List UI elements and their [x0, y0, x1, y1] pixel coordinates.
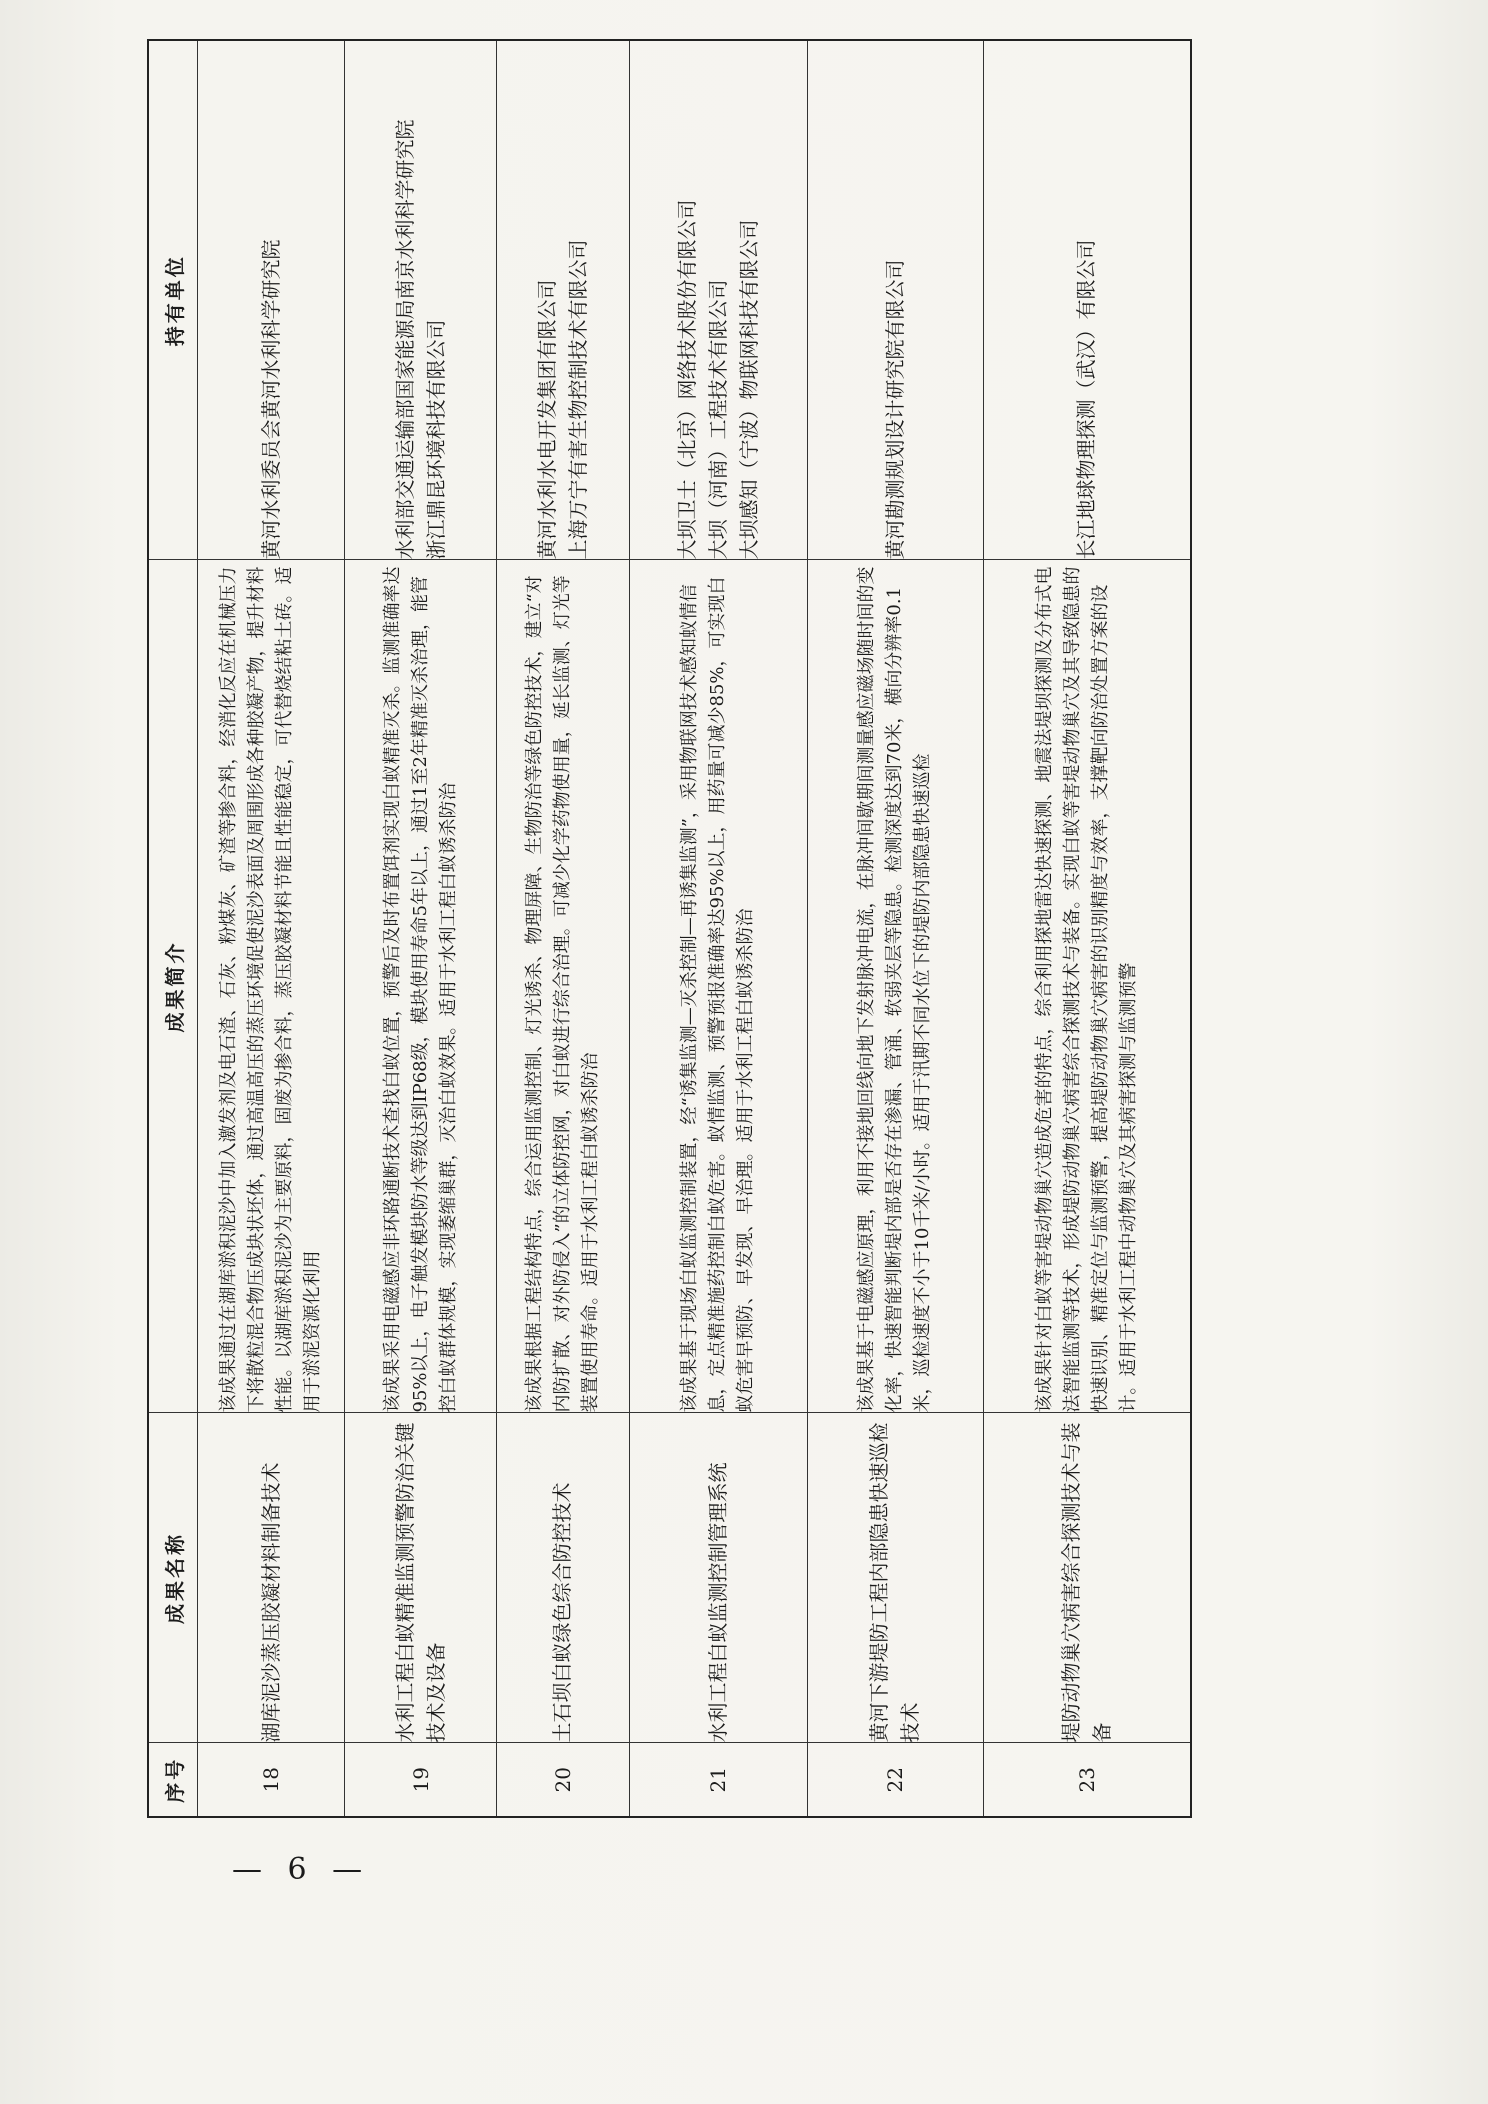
header-name: 成果名称 [148, 1413, 198, 1743]
result-description: 该成果通过在湖库淤积泥沙中加入激发剂及电石渣、石灰、粉煤灰、矿渣等掺合料，经消化反应在机械压力下将散粒混合物压成块状坯体，通过高温高压的蒸压环境促使泥沙表面及周围形成各种胶凝产物，提升材料性能。以湖库淤积泥沙为主要原料，固废为掺合料，蒸压胶凝材料节能且性能稳定，可代替烧结粘土砖。适用于淤泥资源化利用 [198, 560, 345, 1413]
result-description: 该成果根据工程结构特点，综合运用监测控制、灯光诱杀、物理屏障、生物防治等绿色防控技术，建立“对内防扩散、对外防侵入”的立体防控网，对白蚁进行综合治理。可减少化学药物使用量，延长监测、灯光等装置使用寿命。适用于水利工程白蚁诱杀防治 [496, 560, 629, 1413]
holder-unit: 黄河水利委员会黄河水利科学研究院 [198, 40, 345, 560]
row-number: 20 [496, 1743, 629, 1817]
result-name: 堤防动物巢穴病害综合探测技术与装备 [983, 1413, 1191, 1743]
rotated-table-container [147, 41, 1192, 1818]
header-no: 序号 [148, 1743, 198, 1817]
result-description: 该成果基于现场白蚁监测控制装置，经“诱集监测—灭杀控制—再诱集监测”，采用物联网技术感知蚁情信息，定点精准施药控制白蚁危害。蚁情监测、预警预报准确率达95%以上，用药量可减少85%，可实现白蚁危害早预防、早发现、早治理。适用于水利工程白蚁诱杀防治 [630, 560, 807, 1413]
result-name: 土石坝白蚁绿色综合防控技术 [496, 1413, 629, 1743]
row-number: 23 [983, 1743, 1191, 1817]
holder-unit: 长江地球物理探测（武汉）有限公司 [983, 40, 1191, 560]
holder-unit: 黄河水利水电开发集团有限公司 上海万宁有害生物控制技术有限公司 [496, 40, 629, 560]
result-name: 湖库泥沙蒸压胶凝材料制备技术 [198, 1413, 345, 1743]
result-description: 该成果采用电磁感应非环路通断技术查找白蚁位置，预警后及时布置饵剂实现白蚁精准灭杀。监测准确率达95%以上，电子触发模块防水等级达到IP68级，模块使用寿命5年以上，通过1至2年精准灭杀治理，能管控白蚁群体规模，实现萎缩巢群，灭治白蚁效果。适用于水利工程白蚁诱杀防治 [345, 560, 496, 1413]
result-description: 该成果针对白蚁等害堤动物巢穴造成危害的特点，综合利用探地雷达快速探测、地震法堤坝探测及分布式电法智能监测等技术，形成堤防动物巢穴病害综合探测技术与装备。实现白蚁等害堤动物巢穴及其导致隐患的快速识别、精准定位与监测预警，提高堤防动物巢穴病害的识别精度与效率，支撑靶向防治处置方案的设计。适用于水利工程中动物巢穴及其病害探测与监测预警 [983, 560, 1191, 1413]
table-row [983, 40, 1191, 1817]
holder-unit: 水利部交通运输部国家能源局南京水利科学研究院 浙江鼎昆环境科技有限公司 [345, 40, 496, 560]
row-number: 22 [807, 1743, 983, 1817]
row-number: 21 [630, 1743, 807, 1817]
table-row [496, 40, 629, 1817]
table-row [345, 40, 496, 1817]
page-number: — 6 — [232, 1852, 371, 1887]
result-description: 该成果基于电磁感应原理，利用不接地回线向地下发射脉冲电流，在脉冲间歇期间测量感应磁场随时间的变化率，快速智能判断堤内部是否存在渗漏、管涌、软弱夹层等隐患。检测深度达到70米，横向分辨率0.1米，巡检速度不小于10千米/小时。适用于汛期不同水位下的堤防内部隐患快速巡检 [807, 560, 983, 1413]
results-table [147, 39, 1192, 1818]
table-row [198, 40, 345, 1817]
table-row [630, 40, 807, 1817]
row-number: 19 [345, 1743, 496, 1817]
result-name: 水利工程白蚁精准监测预警防治关键技术及设备 [345, 1413, 496, 1743]
page-number-value: 6 [287, 1852, 315, 1887]
holder-unit: 黄河勘测规划设计研究院有限公司 [807, 40, 983, 560]
result-name: 黄河下游堤防工程内部隐患快速巡检技术 [807, 1413, 983, 1743]
result-name: 水利工程白蚁监测控制管理系统 [630, 1413, 807, 1743]
table-header-row [148, 40, 198, 1817]
header-unit: 持有单位 [148, 40, 198, 560]
header-desc: 成果简介 [148, 560, 198, 1413]
table-row [807, 40, 983, 1817]
holder-unit: 大坝卫士（北京）网络技术股份有限公司 大坝（河南）工程技术有限公司 大坝感知（宁波）物联网科技有限公司 [630, 40, 807, 560]
row-number: 18 [198, 1743, 345, 1817]
